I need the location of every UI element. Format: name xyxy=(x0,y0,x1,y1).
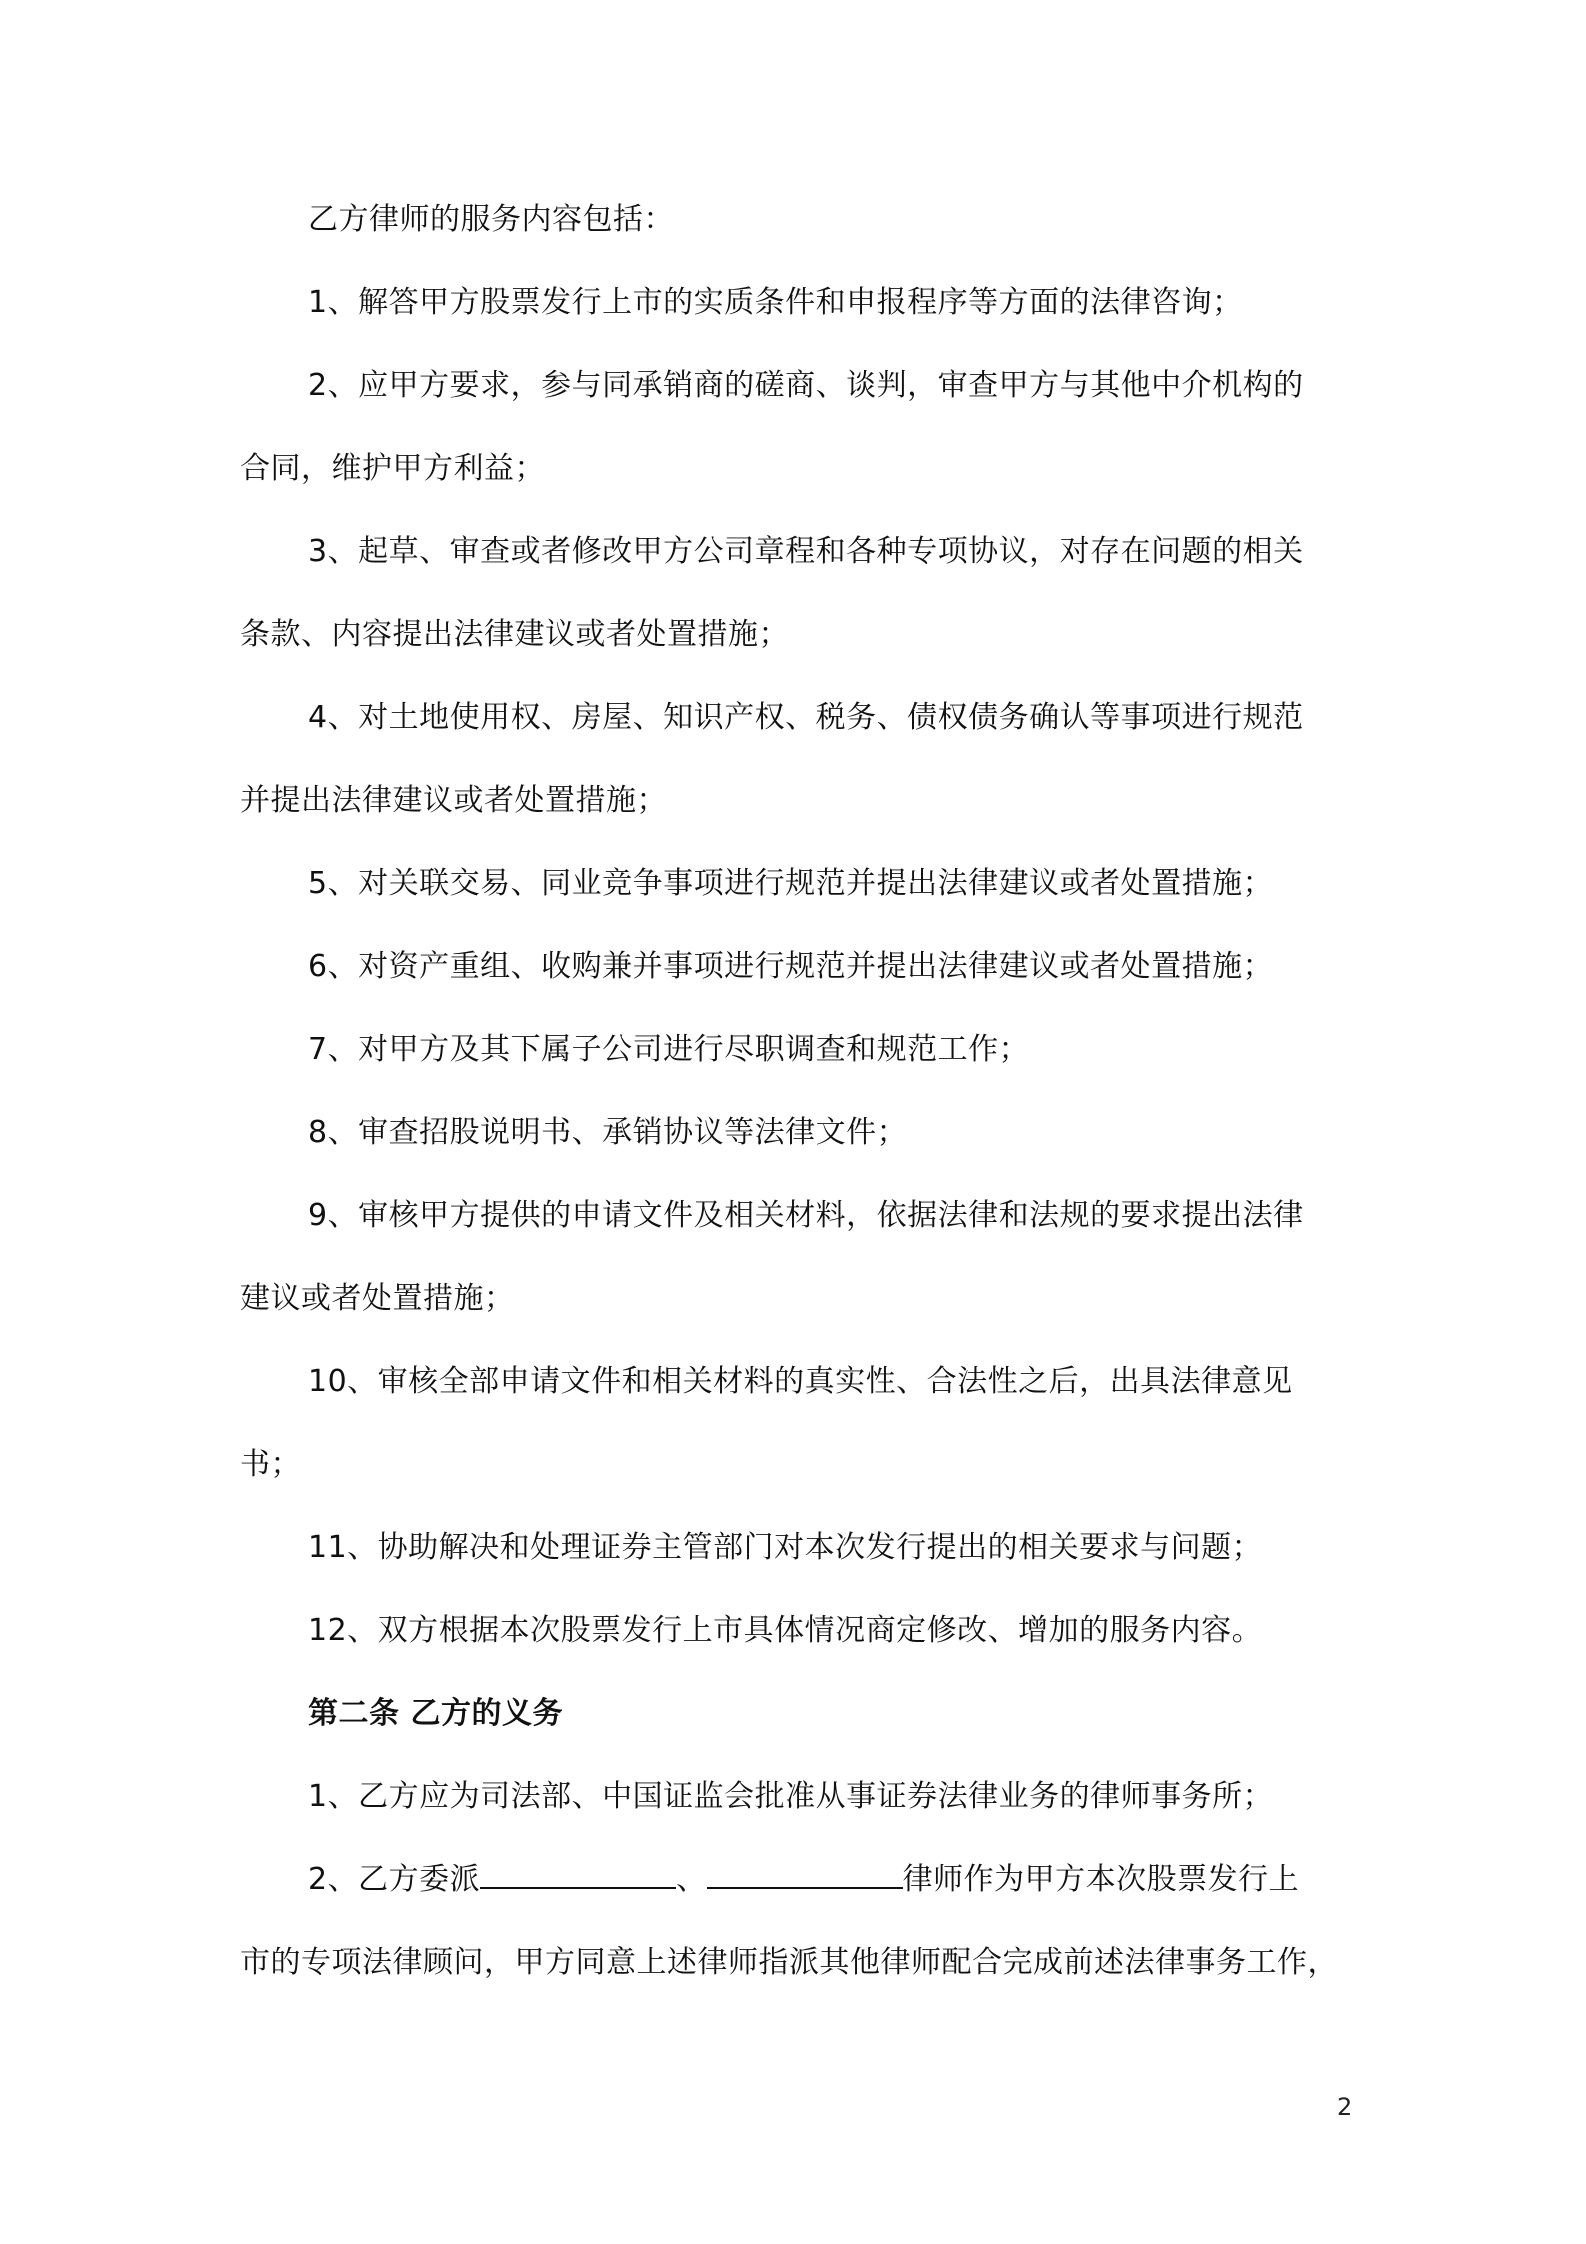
service-item-5: 5、对关联交易、同业竞争事项进行规范并提出法律建议或者处置措施； xyxy=(308,866,1274,901)
service-item-10: 10、审核全部申请文件和相关材料的真实性、合法性之后，出具法律意见 xyxy=(308,1364,1293,1399)
service-item-3-cont: 条款、内容提出法律建议或者处置措施； xyxy=(240,617,789,652)
obligation-item-1: 1、乙方应为司法部、中国证监会批准从事证券法律业务的律师事务所； xyxy=(308,1779,1274,1814)
service-item-6: 6、对资产重组、收购兼并事项进行规范并提出法律建议或者处置措施； xyxy=(308,949,1274,984)
page-number: 2 xyxy=(1337,2093,1353,2121)
service-item-9-cont: 建议或者处置措施； xyxy=(240,1281,515,1316)
service-item-4-cont: 并提出法律建议或者处置措施； xyxy=(240,783,667,818)
section-heading: 第二条 乙方的义务 xyxy=(308,1696,563,1731)
service-item-9: 9、审核甲方提供的申请文件及相关材料，依据法律和法规的要求提出法律 xyxy=(308,1198,1304,1233)
service-item-12: 12、双方根据本次股票发行上市具体情况商定修改、增加的服务内容。 xyxy=(308,1613,1263,1648)
appoint-suffix: 律师作为甲方本次股票发行上 xyxy=(902,1862,1300,1897)
service-item-3: 3、起草、审查或者修改甲方公司章程和各种专项协议，对存在问题的相关 xyxy=(308,534,1304,569)
service-item-1: 1、解答甲方股票发行上市的实质条件和申报程序等方面的法律咨询； xyxy=(308,285,1243,320)
service-item-2-cont: 合同，维护甲方利益； xyxy=(240,451,545,486)
obligation-item-2-cont: 市的专项法律顾问，甲方同意上述律师指派其他律师配合完成前述法律事务工作， xyxy=(240,1945,1338,1980)
service-item-7: 7、对甲方及其下属子公司进行尽职调查和规范工作； xyxy=(308,1032,1030,1067)
paragraph-intro: 乙方律师的服务内容包括： xyxy=(308,202,674,237)
obligation-item-2 xyxy=(308,1860,1299,1900)
service-item-2: 2、应甲方要求，参与同承销商的磋商、谈判，审查甲方与其他中介机构的 xyxy=(308,368,1304,403)
lawyer-name-blank-1 xyxy=(480,1861,676,1889)
service-item-11: 11、协助解决和处理证券主管部门对本次发行提出的相关要求与问题； xyxy=(308,1530,1263,1565)
lawyer-name-blank-2 xyxy=(707,1861,903,1889)
service-item-4: 4、对土地使用权、房屋、知识产权、税务、债权债务确认等事项进行规范 xyxy=(308,700,1304,735)
service-item-10-cont: 书； xyxy=(240,1447,301,1482)
appoint-separator: 、 xyxy=(676,1862,707,1897)
service-item-8: 8、审查招股说明书、承销协议等法律文件； xyxy=(308,1115,908,1150)
appoint-prefix: 2、乙方委派 xyxy=(308,1862,481,1897)
